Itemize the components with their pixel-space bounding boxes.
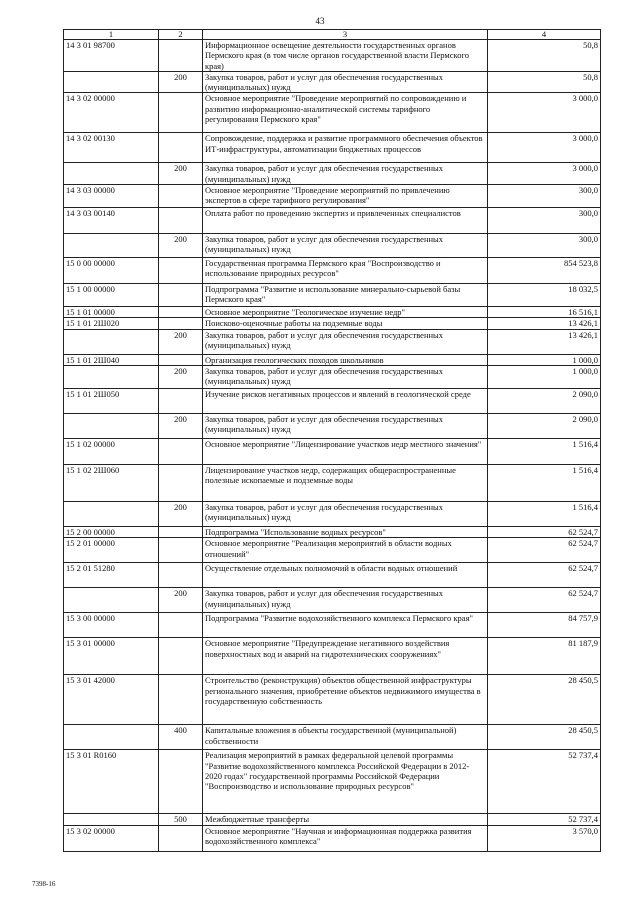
cell-expense-type [159, 40, 203, 72]
table-row [64, 93, 601, 133]
cell-amount: 13 426,1 [488, 329, 601, 354]
cell-expense-type [159, 93, 203, 133]
table-row [64, 814, 601, 825]
cell-item-name: Строительство (реконструкция) объектов общественной инфраструктуры регионального значения, приобретение объектов недвижимого имущества в государственную собственность [203, 675, 488, 725]
cell-expense-type [159, 133, 203, 163]
column-header-code: 1 [64, 30, 159, 40]
cell-budget-code [64, 588, 159, 613]
table-row [64, 563, 601, 588]
cell-budget-code: 15 3 01 42000 [64, 675, 159, 725]
cell-item-name: Изучение рисков негативных процессов и явлений в геологической среде [203, 388, 488, 413]
cell-amount: 50,8 [488, 40, 601, 72]
cell-budget-code: 14 3 01 98700 [64, 40, 159, 72]
table-row [64, 438, 601, 464]
cell-expense-type [159, 750, 203, 814]
cell-amount: 28 450,5 [488, 675, 601, 725]
cell-budget-code: 15 1 01 00000 [64, 307, 159, 318]
cell-budget-code: 15 0 00 00000 [64, 258, 159, 284]
table-row [64, 354, 601, 365]
cell-item-name: Основное мероприятие "Проведение мероприятий по сопровождению и развитию информационно-аналитической системы тарифного регулирования Пермского края" [203, 93, 488, 133]
cell-expense-type [159, 354, 203, 365]
cell-amount: 2 090,0 [488, 413, 601, 438]
cell-item-name: Основное мероприятие "Лицензирование участков недр местного значения" [203, 438, 488, 464]
cell-budget-code: 15 1 00 00000 [64, 284, 159, 307]
cell-expense-type [159, 563, 203, 588]
table-row [64, 538, 601, 563]
cell-item-name: Капитальные вложения в объекты государственной (муниципальной) собственности [203, 725, 488, 750]
cell-expense-type [159, 318, 203, 329]
cell-expense-type: 200 [159, 501, 203, 526]
table-row [64, 284, 601, 307]
table-row [64, 613, 601, 638]
cell-budget-code [64, 413, 159, 438]
cell-item-name: Основное мероприятие "Реализация мероприятий в области водных отношений" [203, 538, 488, 563]
cell-budget-code: 15 2 00 00000 [64, 526, 159, 537]
cell-item-name: Межбюджетные трансферты [203, 814, 488, 825]
cell-amount: 3 000,0 [488, 133, 601, 163]
cell-expense-type: 200 [159, 234, 203, 258]
table-row [64, 464, 601, 501]
table-row [64, 588, 601, 613]
cell-amount: 28 450,5 [488, 725, 601, 750]
table-row [64, 638, 601, 675]
cell-budget-code: 15 1 01 2Ш050 [64, 388, 159, 413]
cell-expense-type: 200 [159, 588, 203, 613]
cell-amount: 2 090,0 [488, 388, 601, 413]
cell-amount: 18 032,5 [488, 284, 601, 307]
cell-amount: 50,8 [488, 71, 601, 93]
cell-amount: 854 523,8 [488, 258, 601, 284]
cell-budget-code: 14 3 02 00000 [64, 93, 159, 133]
cell-amount: 3 000,0 [488, 163, 601, 185]
cell-budget-code [64, 329, 159, 354]
table-row [64, 365, 601, 388]
cell-amount: 84 757,9 [488, 613, 601, 638]
table-row [64, 234, 601, 258]
table-row [64, 413, 601, 438]
cell-expense-type: 500 [159, 814, 203, 825]
cell-amount: 1 516,4 [488, 464, 601, 501]
cell-item-name: Поисково-оценочные работы на подземные воды [203, 318, 488, 329]
page-number: 43 [315, 16, 325, 26]
cell-item-name: Закупка товаров, работ и услуг для обеспечения государственных (муниципальных) нужд [203, 163, 488, 185]
cell-budget-code [64, 814, 159, 825]
cell-item-name: Закупка товаров, работ и услуг для обеспечения государственных (муниципальных) нужд [203, 234, 488, 258]
table-row [64, 40, 601, 72]
cell-expense-type [159, 638, 203, 675]
cell-expense-type [159, 825, 203, 851]
cell-item-name: Сопровождение, поддержка и развитие программного обеспечения объектов ИТ-инфраструктуры, автоматизации бюджетных процессов [203, 133, 488, 163]
cell-budget-code: 15 3 00 00000 [64, 613, 159, 638]
cell-amount: 62 524,7 [488, 588, 601, 613]
cell-amount: 1 000,0 [488, 365, 601, 388]
cell-amount: 300,0 [488, 234, 601, 258]
cell-amount: 1 516,4 [488, 438, 601, 464]
cell-item-name: Закупка товаров, работ и услуг для обеспечения государственных (муниципальных) нужд [203, 501, 488, 526]
cell-budget-code: 15 3 02 00000 [64, 825, 159, 851]
cell-expense-type [159, 613, 203, 638]
cell-item-name: Осуществление отдельных полномочий в области водных отношений [203, 563, 488, 588]
table-row [64, 318, 601, 329]
cell-item-name: Закупка товаров, работ и услуг для обеспечения государственных (муниципальных) нужд [203, 413, 488, 438]
cell-budget-code: 15 3 01 00000 [64, 638, 159, 675]
table-row [64, 163, 601, 185]
table-row [64, 725, 601, 750]
cell-item-name: Основное мероприятие "Предупреждение негативного воздействия поверхностных вод и аварий на гидротехнических сооружениях" [203, 638, 488, 675]
cell-item-name: Лицензирование участков недр, содержащих общераспространенные полезные ископаемые и подземные воды [203, 464, 488, 501]
cell-expense-type: 200 [159, 365, 203, 388]
cell-budget-code: 14 3 03 00000 [64, 185, 159, 208]
cell-expense-type [159, 438, 203, 464]
column-header-amount: 4 [488, 30, 601, 40]
cell-budget-code [64, 725, 159, 750]
cell-expense-type [159, 258, 203, 284]
cell-amount: 13 426,1 [488, 318, 601, 329]
cell-expense-type: 200 [159, 329, 203, 354]
table-row [64, 258, 601, 284]
cell-expense-type: 200 [159, 163, 203, 185]
cell-budget-code [64, 365, 159, 388]
table-row [64, 329, 601, 354]
cell-amount: 52 737,4 [488, 750, 601, 814]
cell-budget-code: 15 1 01 2Ш020 [64, 318, 159, 329]
cell-expense-type [159, 464, 203, 501]
cell-expense-type [159, 526, 203, 537]
cell-item-name: Подпрограмма "Развитие и использование минерально-сырьевой базы Пермского края" [203, 284, 488, 307]
cell-item-name: Закупка товаров, работ и услуг для обеспечения государственных (муниципальных) нужд [203, 71, 488, 93]
table-row [64, 750, 601, 814]
table-row [64, 388, 601, 413]
table-row [64, 185, 601, 208]
cell-expense-type [159, 388, 203, 413]
cell-expense-type [159, 675, 203, 725]
cell-amount: 300,0 [488, 185, 601, 208]
table-body [64, 40, 601, 852]
cell-expense-type [159, 208, 203, 234]
cell-amount: 62 524,7 [488, 538, 601, 563]
cell-budget-code [64, 71, 159, 93]
column-header-name: 3 [203, 30, 488, 40]
cell-amount: 1 000,0 [488, 354, 601, 365]
cell-budget-code: 15 1 02 2Ш060 [64, 464, 159, 501]
cell-item-name: Организация геологических походов школьников [203, 354, 488, 365]
cell-amount: 16 516,1 [488, 307, 601, 318]
table-row [64, 501, 601, 526]
cell-budget-code [64, 501, 159, 526]
cell-item-name: Государственная программа Пермского края "Воспроизводство и использование природных ресурсов" [203, 258, 488, 284]
cell-amount: 3 000,0 [488, 93, 601, 133]
cell-item-name: Информационное освещение деятельности государственных органов Пермского края (в том числе органов государственной власти Пермского края) [203, 40, 488, 72]
table-row [64, 71, 601, 93]
cell-budget-code: 14 3 02 00130 [64, 133, 159, 163]
cell-amount: 62 524,7 [488, 526, 601, 537]
cell-item-name: Основное мероприятие "Научная и информационная поддержка развития водохозяйственного комплекса" [203, 825, 488, 851]
table-row [64, 133, 601, 163]
cell-budget-code: 15 1 02 00000 [64, 438, 159, 464]
cell-amount: 1 516,4 [488, 501, 601, 526]
cell-item-name: Подпрограмма "Использование водных ресурсов" [203, 526, 488, 537]
table-row [64, 675, 601, 725]
cell-item-name: Закупка товаров, работ и услуг для обеспечения государственных (муниципальных) нужд [203, 588, 488, 613]
cell-expense-type [159, 185, 203, 208]
cell-expense-type [159, 538, 203, 563]
cell-item-name: Оплата работ по проведению экспертиз и привлеченных специалистов [203, 208, 488, 234]
budget-table [63, 29, 601, 852]
cell-budget-code: 15 1 01 2Ш040 [64, 354, 159, 365]
cell-budget-code: 15 2 01 00000 [64, 538, 159, 563]
cell-item-name: Основное мероприятие "Геологическое изучение недр" [203, 307, 488, 318]
table-row [64, 526, 601, 537]
table-row [64, 208, 601, 234]
cell-expense-type: 200 [159, 413, 203, 438]
cell-expense-type [159, 284, 203, 307]
cell-item-name: Реализация мероприятий в рамках федеральной целевой программы "Развитие водохозяйственного комплекса Российской Федерации в 2012-2020 годах" государственной программы Российской Федерации "Воспроизводство и использование природных ресурсов" [203, 750, 488, 814]
cell-amount: 62 524,7 [488, 563, 601, 588]
cell-budget-code [64, 163, 159, 185]
cell-amount: 81 187,9 [488, 638, 601, 675]
cell-item-name: Закупка товаров, работ и услуг для обеспечения государственных (муниципальных) нужд [203, 329, 488, 354]
cell-budget-code [64, 234, 159, 258]
cell-item-name: Закупка товаров, работ и услуг для обеспечения государственных (муниципальных) нужд [203, 365, 488, 388]
cell-amount: 52 737,4 [488, 814, 601, 825]
cell-expense-type: 400 [159, 725, 203, 750]
document-footer-code: 7398-16 [32, 880, 56, 888]
column-header-expense-type: 2 [159, 30, 203, 40]
table-row [64, 307, 601, 318]
cell-amount: 300,0 [488, 208, 601, 234]
cell-amount: 3 570,0 [488, 825, 601, 851]
cell-expense-type: 200 [159, 71, 203, 93]
cell-budget-code: 15 2 01 51280 [64, 563, 159, 588]
cell-budget-code: 14 3 03 00140 [64, 208, 159, 234]
table-row [64, 825, 601, 851]
cell-item-name: Подпрограмма "Развитие водохозяйственного комплекса Пермского края" [203, 613, 488, 638]
cell-expense-type [159, 307, 203, 318]
cell-item-name: Основное мероприятие "Проведение мероприятий по привлечению экспертов в сфере тарифного регулирования" [203, 185, 488, 208]
cell-budget-code: 15 3 01 R0160 [64, 750, 159, 814]
table-header-row [64, 30, 601, 40]
